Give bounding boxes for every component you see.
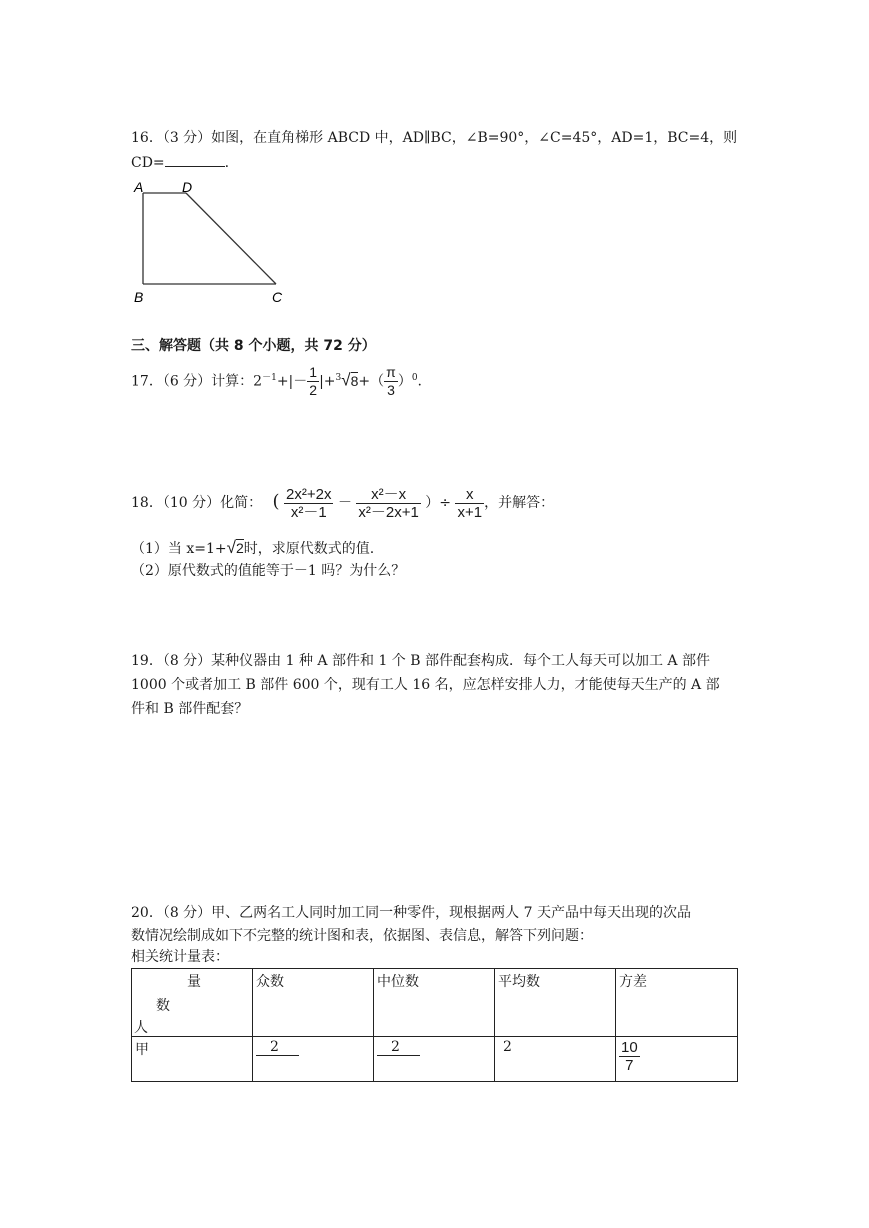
- label-d: D: [182, 179, 193, 195]
- q17-pi-fraction: [384, 364, 398, 399]
- header-corner-cell: [132, 969, 253, 1037]
- row-jia-mean: 2: [495, 1037, 616, 1082]
- q17-exponent: －1: [262, 373, 277, 383]
- q18-div: ）÷: [425, 495, 452, 511]
- q17-plus-paren: +（: [358, 373, 385, 390]
- q18-fraction-1: [284, 486, 333, 521]
- edge-dc: [186, 193, 276, 284]
- answer-blank: [165, 152, 225, 167]
- radical-icon: √: [341, 370, 351, 390]
- q18-f1-num: 2x²+2x: [286, 485, 332, 503]
- corner-label-3: 人: [134, 1020, 148, 1036]
- q17-half-num: 1: [309, 364, 318, 381]
- trapezoid-figure: [128, 176, 298, 308]
- q17-cube-part: |+: [319, 373, 336, 390]
- q18-sub1: [131, 538, 374, 559]
- row-jia-name: 甲: [132, 1037, 253, 1082]
- q18-prefix: 18．（10 分）化简：: [131, 495, 263, 511]
- q20-line2: 数情况绘制成如下不完整的统计图和表，依据图、表信息，解答下列问题：: [131, 928, 593, 944]
- q17-pi-num: π: [386, 364, 396, 381]
- label-a: A: [134, 179, 144, 195]
- table-caption: 相关统计量表：: [131, 949, 229, 965]
- q18-fraction-2: [356, 486, 420, 521]
- q17: [131, 360, 422, 400]
- q18-open-paren: (: [272, 491, 280, 512]
- q18-fraction-3: [455, 486, 484, 521]
- q18-f2-num: x²－x: [356, 486, 420, 504]
- label-b: B: [134, 289, 144, 305]
- corner-label-2: 数: [156, 998, 170, 1014]
- q17-radicand: 8: [350, 372, 359, 389]
- q17-close: ）: [397, 373, 412, 390]
- header-variance: 方差: [616, 969, 738, 1037]
- row-jia-median: 2: [377, 1039, 420, 1056]
- q16-line2: [131, 152, 229, 173]
- radical-icon: √: [226, 538, 236, 557]
- q19-line1: 19．（8 分）某种仪器由 1 种 A 部件和 1 个 B 部件配套构成．每个工人每天可以加工 A 部件: [131, 653, 710, 669]
- q17-root-index: 3: [335, 373, 342, 383]
- section-heading: 三、解答题（共 8 个小题，共 72 分）: [131, 338, 376, 354]
- row-jia-variance: [619, 1039, 640, 1074]
- row-jia-variance-cell: [616, 1037, 738, 1082]
- q16-cd-suffix: .: [224, 155, 230, 171]
- q18-f1-den: x²－1: [290, 503, 327, 521]
- q18-f3-den: x+1: [457, 503, 483, 521]
- q20-line1: 20．（8 分）甲、乙两名工人同时加工同一种零件，现根据两人 7 天产品中每天出现的次品: [131, 905, 691, 921]
- q18-sub1-suffix: 时，求原代数式的值.: [243, 541, 375, 557]
- variance-den: 7: [625, 1057, 634, 1074]
- q17-abs-open: +|－: [276, 373, 308, 390]
- q17-prefix: 17．（6 分）计算：2: [131, 373, 263, 390]
- q18-sub1-root: 2: [235, 540, 244, 556]
- corner-label-1: 量: [187, 974, 201, 990]
- q17-end: .: [417, 373, 422, 390]
- q18-f3-num: x: [455, 486, 484, 504]
- statistics-table: [131, 968, 738, 1082]
- variance-num: 10: [621, 1039, 638, 1056]
- q19-line2: 1000 个或者加工 B 部件 600 个，现有工人 16 名，应怎样安排人力，才能使每天生产的 A 部: [131, 677, 720, 693]
- header-mode: 众数: [253, 969, 374, 1037]
- table-row: [132, 1037, 738, 1082]
- row-jia-mode-cell: [253, 1037, 374, 1082]
- q16-line1: 16．（3 分）如图，在直角梯形 ABCD 中，AD∥BC，∠B=90°，∠C=45°，AD=1，BC=4，则: [131, 130, 738, 146]
- label-c: C: [272, 289, 283, 305]
- q17-half-fraction: [307, 364, 319, 399]
- row-jia-median-cell: [374, 1037, 495, 1082]
- q18-sub2: （2）原代数式的值能等于－1 吗？为什么？: [131, 563, 406, 579]
- q18-f2-den: x²－2x+1: [358, 503, 419, 521]
- q16-cd-prefix: CD=: [131, 155, 165, 171]
- header-median: 中位数: [374, 969, 495, 1037]
- q19-line3: 件和 B 部件配套？: [131, 701, 249, 717]
- q18-minus: －: [337, 495, 352, 511]
- header-mean: 平均数: [495, 969, 616, 1037]
- q17-half-den: 2: [309, 382, 318, 399]
- row-jia-mode: 2: [256, 1039, 299, 1056]
- q17-pi-den: 3: [387, 382, 395, 399]
- table-header-row: [132, 969, 738, 1037]
- q18-suffix: ，并解答：: [484, 495, 555, 511]
- q18: [131, 480, 554, 525]
- q18-sub1-prefix: （1）当 x=1+: [131, 541, 227, 557]
- q17-zero-exp: 0: [411, 373, 418, 383]
